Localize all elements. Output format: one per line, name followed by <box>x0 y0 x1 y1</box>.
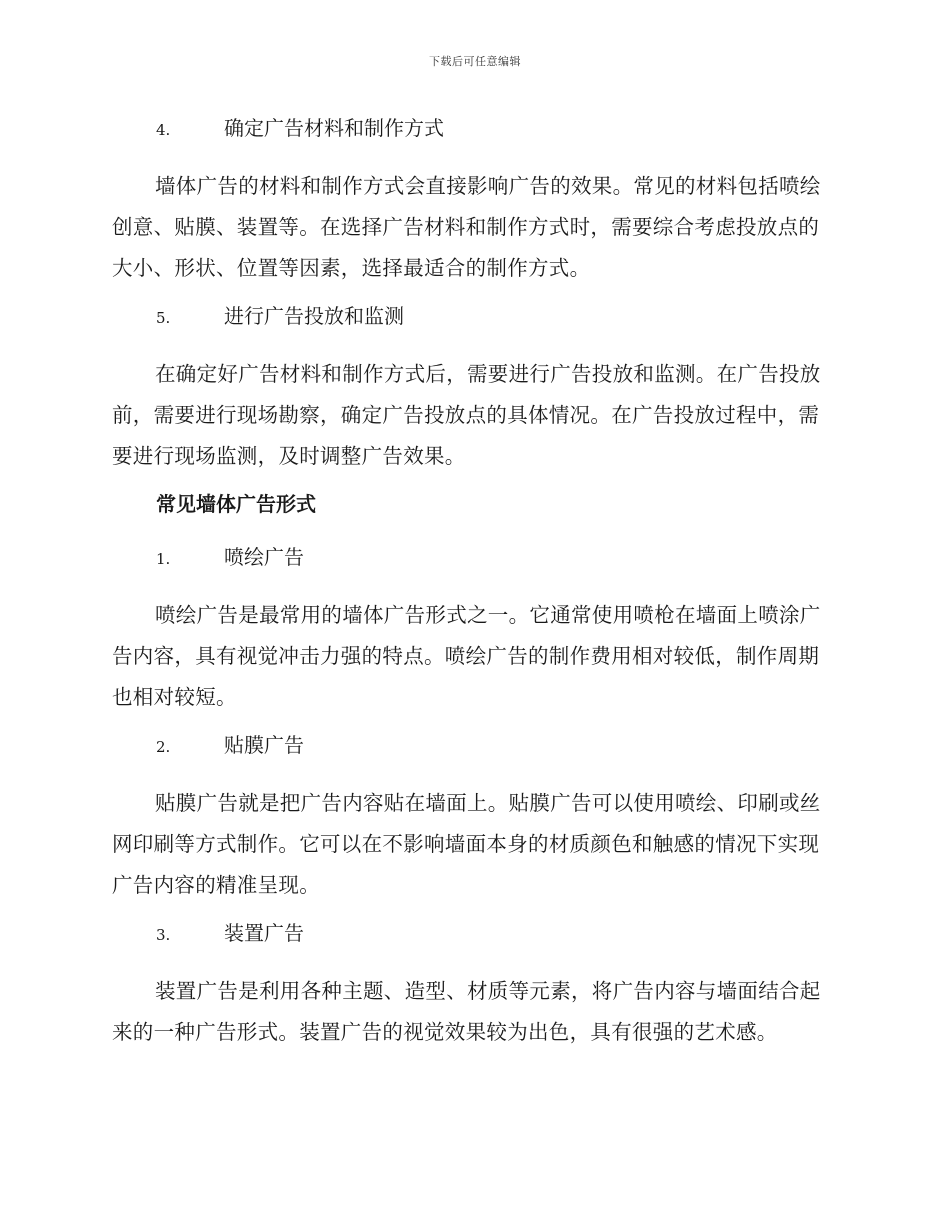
list-title: 装置广告 <box>224 921 304 945</box>
list-number: 5. <box>156 309 171 327</box>
paragraph: 墙体广告的材料和制作方式会直接影响广告的效果。常见的材料包括喷绘创意、贴膜、装置等。在选择广告材料和制作方式时，需要综合考虑投放点的大小、形状、位置等因素，选择最适合的制作方式。 <box>112 174 821 280</box>
list-number: 4. <box>156 121 171 139</box>
list-number: 2. <box>156 738 171 756</box>
section-heading: 常见墙体广告形式 <box>156 492 316 516</box>
document-body <box>112 113 834 1053</box>
list-item-5 <box>112 301 834 331</box>
list-title: 喷绘广告 <box>224 545 304 569</box>
paragraph: 在确定好广告材料和制作方式后，需要进行广告投放和监测。在广告投放前，需要进行现场勘察，确定广告投放点的具体情况。在广告投放过程中，需要进行现场监测，及时调整广告效果。 <box>112 362 821 468</box>
list-number: 1. <box>156 550 171 568</box>
list-item-4 <box>112 113 834 143</box>
paragraph: 贴膜广告就是把广告内容贴在墙面上。贴膜广告可以使用喷绘、印刷或丝网印刷等方式制作。它可以在不影响墙面本身的材质颜色和触感的情况下实现广告内容的精准呈现。 <box>112 791 821 897</box>
list-item-3 <box>112 918 834 948</box>
list-number: 3. <box>156 926 171 944</box>
list-title: 进行广告投放和监测 <box>224 304 404 328</box>
list-title: 贴膜广告 <box>224 733 304 757</box>
list-title: 确定广告材料和制作方式 <box>224 116 444 140</box>
list-item-2 <box>112 730 834 760</box>
paragraph: 装置广告是利用各种主题、造型、材质等元素，将广告内容与墙面结合起来的一种广告形式。装置广告的视觉效果较为出色，具有很强的艺术感。 <box>112 979 821 1044</box>
list-item-1 <box>112 542 834 572</box>
page-header: 下载后可任意编辑 <box>429 55 521 68</box>
paragraph: 喷绘广告是最常用的墙体广告形式之一。它通常使用喷枪在墙面上喷涂广告内容，具有视觉冲击力强的特点。喷绘广告的制作费用相对较低，制作周期也相对较短。 <box>112 603 821 709</box>
